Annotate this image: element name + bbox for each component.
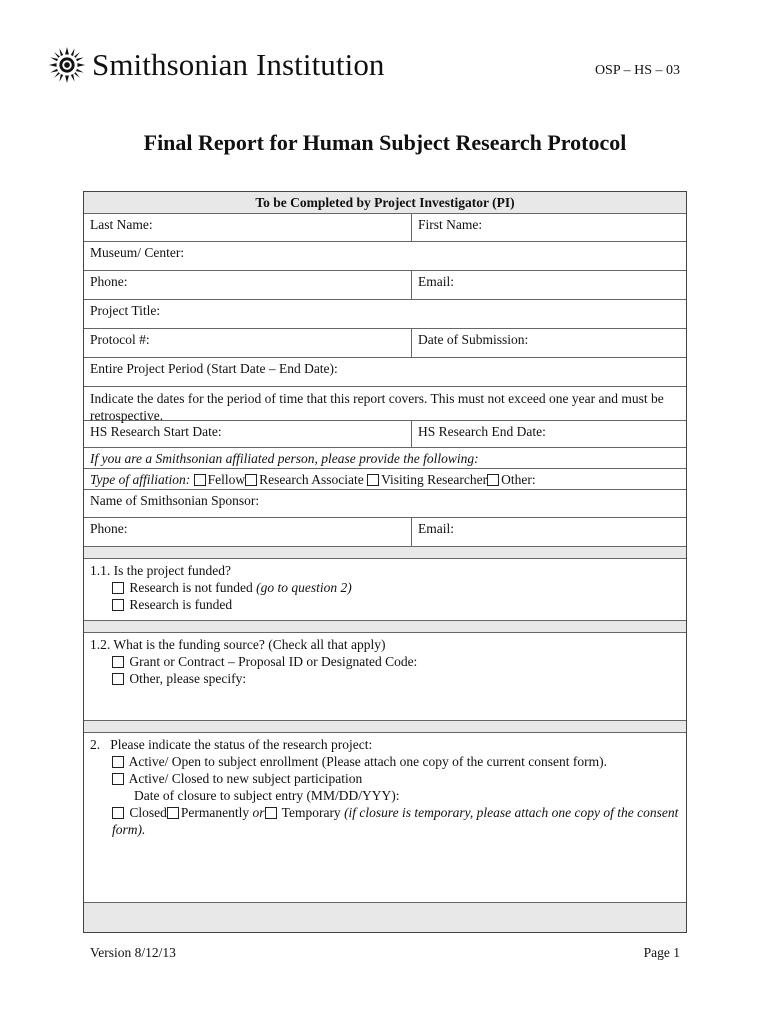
smithsonian-sun-logo-icon xyxy=(48,46,86,84)
protocol-row xyxy=(84,328,686,357)
question-2-label: Please indicate the status of the research project: xyxy=(110,737,373,752)
affiliation-intro-row xyxy=(84,447,686,468)
sponsor-contact-row xyxy=(84,517,686,546)
affiliation-type-row xyxy=(84,468,686,489)
active-closed-option xyxy=(90,770,680,787)
other-funding-label: Other, please specify: xyxy=(129,671,247,686)
last-name-field[interactable]: Last Name: xyxy=(84,214,412,241)
funded-checkbox[interactable] xyxy=(112,599,124,611)
closed-option xyxy=(90,804,680,838)
name-row xyxy=(84,213,686,241)
bottom-shaded-row xyxy=(84,902,686,932)
date-of-submission-field[interactable]: Date of Submission: xyxy=(418,332,529,347)
phone-field[interactable]: Phone: xyxy=(84,271,412,299)
museum-row xyxy=(84,241,686,270)
form-code: OSP – HS – 03 xyxy=(594,63,680,78)
closed-checkbox[interactable] xyxy=(112,807,124,819)
active-open-label: Active/ Open to subject enrollment (Please attach one copy of the current consent form). xyxy=(128,754,607,769)
page-number: Page 1 xyxy=(643,945,680,960)
other-funding-option xyxy=(90,670,680,687)
logo-text: Smithsonian Institution xyxy=(92,47,385,82)
question-1-1 xyxy=(84,559,686,620)
question-1-2 xyxy=(84,633,686,720)
not-funded-option xyxy=(90,579,680,596)
temporary-checkbox[interactable] xyxy=(265,807,277,819)
other-funding-checkbox[interactable] xyxy=(112,673,124,685)
other-affiliation-label: Other: xyxy=(501,472,536,487)
affiliation-intro: If you are a Smithsonian affiliated person, please provide the following: xyxy=(90,451,479,466)
protocol-number-field[interactable]: Protocol #: xyxy=(84,329,412,357)
not-funded-label: Research is not funded xyxy=(129,580,253,595)
project-title-field[interactable]: Project Title: xyxy=(90,303,161,318)
contact-row xyxy=(84,270,686,299)
question-2-row xyxy=(84,732,686,902)
sponsor-name-field[interactable]: Name of Smithsonian Sponsor: xyxy=(90,493,260,508)
sponsor-email-field[interactable]: Email: xyxy=(418,521,454,536)
active-open-option xyxy=(90,753,680,770)
question-1-2-row xyxy=(84,632,686,720)
funded-label: Research is funded xyxy=(129,597,233,612)
sponsor-phone-field[interactable]: Phone: xyxy=(84,518,412,546)
not-funded-checkbox[interactable] xyxy=(112,582,124,594)
sponsor-row xyxy=(84,489,686,517)
museum-center-field[interactable]: Museum/ Center: xyxy=(90,245,185,260)
affiliation-type xyxy=(84,469,686,489)
project-period-field[interactable]: Entire Project Period (Start Date – End Date): xyxy=(90,361,338,376)
question-2-text xyxy=(90,736,680,753)
active-closed-label: Active/ Closed to new subject participation xyxy=(128,771,363,786)
header-logo xyxy=(48,46,385,84)
closed-label: Closed xyxy=(129,805,167,820)
closure-date-field[interactable]: Date of closure to subject entry (MM/DD/YYY): xyxy=(134,788,400,803)
grant-option xyxy=(90,653,680,670)
permanently-label: Permanently xyxy=(180,805,250,820)
project-period-row xyxy=(84,357,686,386)
question-2-number: 2. xyxy=(90,737,101,752)
research-end-date-field[interactable]: HS Research End Date: xyxy=(418,424,546,439)
project-title-row xyxy=(84,299,686,328)
or-label: or xyxy=(252,805,265,820)
not-funded-note: (go to question 2) xyxy=(256,580,352,595)
spacer-row xyxy=(84,720,686,732)
other-affiliation-checkbox[interactable] xyxy=(487,474,499,486)
research-start-date-field[interactable]: HS Research Start Date: xyxy=(84,421,412,447)
dates-instruction-row xyxy=(84,386,686,423)
pi-section-heading: To be Completed by Project Investigator (PI) xyxy=(255,195,515,210)
permanently-checkbox[interactable] xyxy=(167,807,179,819)
temporary-note: (if closure is temporary, please attach one copy of the consent form). xyxy=(112,805,679,837)
active-closed-checkbox[interactable] xyxy=(112,773,124,785)
pi-section-heading-row xyxy=(84,192,686,213)
report-form xyxy=(83,191,687,933)
research-dates-row xyxy=(84,420,686,447)
funded-option xyxy=(90,596,680,613)
research-associate-label: Research Associate xyxy=(259,472,364,487)
page-title: Final Report for Human Subject Research Protocol xyxy=(143,130,627,155)
active-open-checkbox[interactable] xyxy=(112,756,124,768)
email-field[interactable]: Email: xyxy=(418,274,454,289)
fellow-checkbox[interactable] xyxy=(194,474,206,486)
spacer-row xyxy=(84,620,686,632)
question-1-2-text: 1.2. What is the funding source? (Check all that apply) xyxy=(90,637,386,652)
visiting-researcher-label: Visiting Researcher xyxy=(381,472,488,487)
research-associate-checkbox[interactable] xyxy=(245,474,257,486)
question-1-1-row xyxy=(84,558,686,620)
question-2 xyxy=(84,733,686,902)
grant-checkbox[interactable] xyxy=(112,656,124,668)
fellow-label: Fellow xyxy=(207,472,246,487)
spacer-row xyxy=(84,546,686,558)
grant-label: Grant or Contract – Proposal ID or Designated Code: xyxy=(129,654,418,669)
version-label: Version 8/12/13 xyxy=(90,945,176,960)
first-name-field[interactable]: First Name: xyxy=(418,217,483,232)
affiliation-type-label: Type of affiliation: xyxy=(90,472,191,487)
question-1-1-text: 1.1. Is the project funded? xyxy=(90,563,231,578)
dates-instruction: Indicate the dates for the period of time that this report covers. This must not exceed one year and must be retrospective. xyxy=(90,391,664,423)
visiting-researcher-checkbox[interactable] xyxy=(367,474,379,486)
temporary-label: Temporary xyxy=(281,805,341,820)
